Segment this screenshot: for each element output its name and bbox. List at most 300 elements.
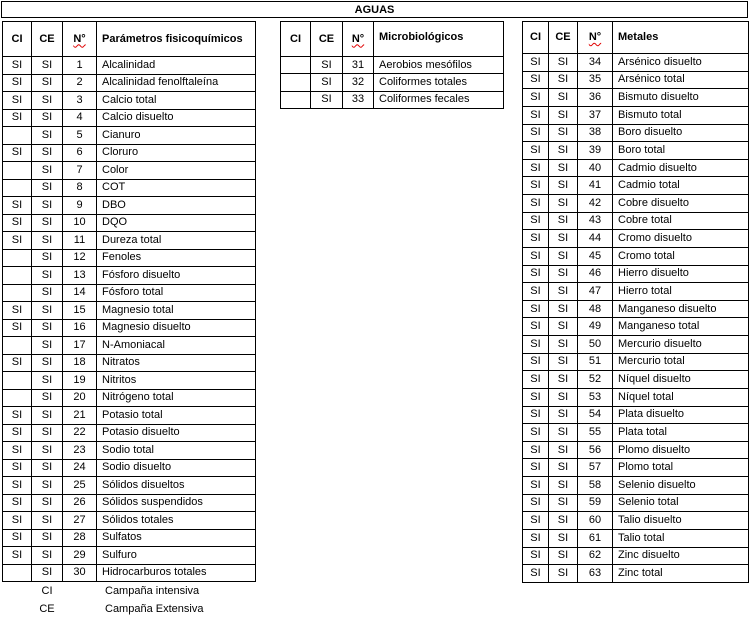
cell-numero: 40 [578,159,613,177]
cell-ci: SI [523,459,549,477]
cell-ce: SI [549,547,578,565]
cell-numero: 37 [578,106,613,124]
legend-meaning-ci: Campaña intensiva [105,585,200,597]
table-row [3,389,256,407]
table-row [523,283,749,301]
cell-ci: SI [3,442,32,460]
cell-ci: SI [3,529,32,547]
table-row [3,337,256,355]
cell-numero: 22 [63,424,97,442]
cell-parameter-name: Manganeso disuelto [613,300,749,318]
cell-parameter-name: Plomo total [613,459,749,477]
cell-ce: SI [549,529,578,547]
cell-numero: 59 [578,494,613,512]
cell-ci: SI [523,512,549,530]
cell-parameter-name: Hierro total [613,283,749,301]
cell-ce: SI [32,302,63,320]
cell-parameter-name: Calcio total [97,92,256,110]
cell-ci: SI [523,494,549,512]
cell-ci: SI [523,159,549,177]
table-row [3,302,256,320]
cell-numero: 50 [578,336,613,354]
cell-numero: 18 [63,354,97,372]
numero-label-spellcheck: N° [351,32,365,45]
cell-parameter-name: Sólidos suspendidos [97,494,256,512]
cell-ce: SI [549,318,578,336]
cell-numero: 39 [578,142,613,160]
cell-parameter-name: Sulfatos [97,529,256,547]
cell-ci: SI [523,371,549,389]
header-row [281,22,504,57]
cell-parameter-name: Sólidos disueltos [97,477,256,495]
cell-ce: SI [32,564,63,582]
cell-numero: 63 [578,565,613,583]
cell-ci: SI [523,212,549,230]
cell-ce: SI [32,512,63,530]
cell-ce: SI [549,89,578,107]
cell-ci: SI [523,54,549,72]
cell-numero: 44 [578,230,613,248]
cell-ci: SI [523,89,549,107]
cell-parameter-name: Color [97,162,256,180]
cell-ce: SI [549,247,578,265]
col-header-ce: CE [32,22,63,57]
cell-ci: SI [523,71,549,89]
table-body [523,54,749,583]
table-row [281,57,504,74]
col-header-parametros-fisicoquimicos: Parámetros fisicoquímicos [97,22,256,57]
table-row [523,318,749,336]
cell-parameter-name: Cromo disuelto [613,230,749,248]
cell-numero: 6 [63,144,97,162]
cell-ce: SI [549,477,578,495]
table-row [3,249,256,267]
table-row [523,424,749,442]
cell-numero: 23 [63,442,97,460]
cell-numero: 42 [578,195,613,213]
table-row [3,284,256,302]
cell-parameter-name: Plata total [613,424,749,442]
cell-ce: SI [32,57,63,75]
cell-parameter-name: Coliformes totales [374,74,504,91]
cell-parameter-name: Magnesio disuelto [97,319,256,337]
table-metales [522,21,749,583]
cell-ci: SI [523,441,549,459]
cell-ci: SI [523,547,549,565]
table-row [523,371,749,389]
table-row [3,57,256,75]
cell-ci [3,564,32,582]
cell-parameter-name: Magnesio total [97,302,256,320]
table-row [523,494,749,512]
table-row [523,177,749,195]
cell-numero: 7 [63,162,97,180]
table-row [523,547,749,565]
cell-ce: SI [32,494,63,512]
cell-parameter-name: Níquel total [613,388,749,406]
cell-ci [3,162,32,180]
cell-ce: SI [32,477,63,495]
cell-parameter-name: Plata disuelto [613,406,749,424]
cell-ce: SI [549,212,578,230]
table-header [281,22,504,57]
cell-ci: SI [523,336,549,354]
cell-ci: SI [3,214,32,232]
cell-parameter-name: Potasio disuelto [97,424,256,442]
table-row [523,212,749,230]
cell-parameter-name: Cadmio total [613,177,749,195]
legend-abbr-ce: CE [39,603,55,615]
table-row [3,354,256,372]
cell-ci: SI [3,109,32,127]
table-row [523,247,749,265]
cell-ce: SI [32,267,63,285]
cell-ce: SI [32,529,63,547]
cell-numero: 36 [578,89,613,107]
cell-ci [281,91,311,108]
cell-ce: SI [549,441,578,459]
cell-ce: SI [549,494,578,512]
cell-ce: SI [549,388,578,406]
cell-ci [3,179,32,197]
table-row [281,74,504,91]
table-header [523,22,749,54]
table-row [3,372,256,390]
cell-parameter-name: Sólidos totales [97,512,256,530]
table-row [523,353,749,371]
table-body [281,57,504,109]
cell-numero: 58 [578,477,613,495]
table-row [523,565,749,583]
table-row [3,477,256,495]
cell-parameter-name: Alcalinidad fenolftaleína [97,74,256,92]
cell-parameter-name: Hierro disuelto [613,265,749,283]
table-row [523,336,749,354]
cell-parameter-name: Nitritos [97,372,256,390]
cell-ci: SI [523,230,549,248]
table-row [3,144,256,162]
cell-numero: 38 [578,124,613,142]
cell-parameter-name: Calcio disuelto [97,109,256,127]
cell-parameter-name: Talio total [613,529,749,547]
cell-parameter-name: Mercurio total [613,353,749,371]
table-row [523,159,749,177]
cell-ci [3,284,32,302]
cell-parameter-name: Bismuto disuelto [613,89,749,107]
cell-ce: SI [549,159,578,177]
cell-ce: SI [32,389,63,407]
cell-ce: SI [32,372,63,390]
table-row [3,232,256,250]
cell-ci [3,249,32,267]
cell-ce: SI [311,74,343,91]
cell-ce: SI [32,459,63,477]
cell-ce: SI [549,406,578,424]
cell-ce: SI [549,371,578,389]
numero-label-spellcheck: N° [73,32,86,45]
cell-numero: 3 [63,92,97,110]
table-row [523,459,749,477]
cell-ci: SI [523,247,549,265]
cell-parameter-name: Nitrógeno total [97,389,256,407]
table-row [523,512,749,530]
legend-row-ci [0,585,300,603]
table-row [523,195,749,213]
cell-numero: 33 [343,91,374,108]
cell-ci [281,74,311,91]
cell-numero: 20 [63,389,97,407]
cell-ce: SI [549,265,578,283]
cell-parameter-name: Cobre disuelto [613,195,749,213]
cell-numero: 46 [578,265,613,283]
cell-ce: SI [311,91,343,108]
cell-parameter-name: Fenoles [97,249,256,267]
cell-ci [3,337,32,355]
cell-numero: 30 [63,564,97,582]
cell-parameter-name: Sulfuro [97,547,256,565]
cell-ci: SI [523,124,549,142]
table-row [281,91,504,108]
cell-ce: SI [32,547,63,565]
cell-parameter-name: Cromo total [613,247,749,265]
cell-ci: SI [3,74,32,92]
cell-numero: 53 [578,388,613,406]
cell-ce: SI [32,109,63,127]
cell-numero: 15 [63,302,97,320]
table-row [3,529,256,547]
table-row [3,512,256,530]
cell-ci: SI [3,477,32,495]
cell-numero: 27 [63,512,97,530]
cell-ce: SI [549,142,578,160]
cell-ci: SI [523,424,549,442]
cell-ci: SI [3,232,32,250]
cell-ci: SI [523,106,549,124]
cell-ci: SI [523,195,549,213]
cell-numero: 48 [578,300,613,318]
table-row [523,477,749,495]
table-row [523,265,749,283]
cell-parameter-name: Potasio total [97,407,256,425]
table-row [3,127,256,145]
cell-numero: 25 [63,477,97,495]
col-header-ci: CI [3,22,32,57]
cell-numero: 1 [63,57,97,75]
cell-ci [3,389,32,407]
cell-numero: 8 [63,179,97,197]
table-row [3,267,256,285]
cell-ce: SI [32,162,63,180]
cell-ce: SI [32,179,63,197]
cell-numero: 51 [578,353,613,371]
cell-parameter-name: Cloruro [97,144,256,162]
cell-ce: SI [549,124,578,142]
cell-numero: 54 [578,406,613,424]
cell-ci: SI [3,407,32,425]
cell-ci: SI [3,547,32,565]
cell-parameter-name: Dureza total [97,232,256,250]
cell-numero: 16 [63,319,97,337]
cell-ci: SI [3,92,32,110]
cell-numero: 17 [63,337,97,355]
cell-ce: SI [549,424,578,442]
header-row [3,22,256,57]
cell-ce: SI [32,249,63,267]
col-header-ci: CI [523,22,549,54]
cell-ci: SI [523,300,549,318]
cell-ci: SI [523,265,549,283]
col-header-ce: CE [311,22,343,57]
cell-parameter-name: DBO [97,197,256,215]
table-row [523,300,749,318]
cell-parameter-name: Coliformes fecales [374,91,504,108]
table-row [523,142,749,160]
table-header [3,22,256,57]
cell-parameter-name: N-Amoniacal [97,337,256,355]
table-row [3,564,256,582]
col-header-numero [343,22,374,57]
cell-ci [3,372,32,390]
cell-ce: SI [32,197,63,215]
cell-ce: SI [32,74,63,92]
cell-parameter-name: Selenio total [613,494,749,512]
cell-numero: 2 [63,74,97,92]
cell-ce: SI [549,336,578,354]
cell-ce: SI [32,407,63,425]
cell-numero: 61 [578,529,613,547]
cell-parameter-name: Talio disuelto [613,512,749,530]
table-row [523,124,749,142]
cell-numero: 34 [578,54,613,72]
table-row [523,388,749,406]
cell-ce: SI [32,92,63,110]
cell-numero: 12 [63,249,97,267]
cell-parameter-name: Selenio disuelto [613,477,749,495]
cell-numero: 45 [578,247,613,265]
cell-parameter-name: Fósforo disuelto [97,267,256,285]
cell-ce: SI [549,54,578,72]
cell-parameter-name: DQO [97,214,256,232]
cell-parameter-name: COT [97,179,256,197]
cell-parameter-name: Alcalinidad [97,57,256,75]
cell-ce: SI [32,284,63,302]
cell-ci: SI [523,565,549,583]
cell-parameter-name: Plomo disuelto [613,441,749,459]
cell-parameter-name: Cianuro [97,127,256,145]
table-row [3,92,256,110]
table-row [3,109,256,127]
cell-parameter-name: Nitratos [97,354,256,372]
cell-numero: 62 [578,547,613,565]
cell-ce: SI [32,214,63,232]
table-row [523,441,749,459]
cell-ce: SI [549,353,578,371]
cell-parameter-name: Sodio total [97,442,256,460]
table-row [523,71,749,89]
cell-ci: SI [3,494,32,512]
table-row [3,494,256,512]
cell-ce: SI [32,424,63,442]
cell-ci: SI [523,177,549,195]
cell-ci: SI [3,512,32,530]
table-row [523,106,749,124]
legend-abbr-ci: CI [41,585,53,597]
cell-ci: SI [523,318,549,336]
col-header-ce: CE [549,22,578,54]
cell-ci: SI [523,477,549,495]
cell-numero: 29 [63,547,97,565]
cell-ce: SI [311,57,343,74]
table-row [3,407,256,425]
table-row [523,89,749,107]
cell-parameter-name: Hidrocarburos totales [97,564,256,582]
col-header-metales: Metales [613,22,749,54]
cell-ce: SI [32,127,63,145]
table-row [3,179,256,197]
table-row [3,214,256,232]
col-header-microbiologicos: Microbiológicos [374,22,504,57]
cell-numero: 19 [63,372,97,390]
table-row [3,197,256,215]
cell-numero: 5 [63,127,97,145]
cell-ci: SI [3,424,32,442]
cell-parameter-name: Cobre total [613,212,749,230]
cell-ci: SI [3,354,32,372]
cell-ce: SI [549,459,578,477]
cell-numero: 4 [63,109,97,127]
cell-ce: SI [549,230,578,248]
table-fisicoquimicos [2,21,256,582]
cell-ce: SI [32,337,63,355]
table-row [3,319,256,337]
cell-ci: SI [523,388,549,406]
cell-numero: 52 [578,371,613,389]
cell-ci [3,267,32,285]
cell-ci: SI [3,57,32,75]
cell-numero: 60 [578,512,613,530]
cell-parameter-name: Arsénico disuelto [613,54,749,72]
cell-numero: 43 [578,212,613,230]
cell-numero: 41 [578,177,613,195]
cell-numero: 10 [63,214,97,232]
cell-ci: SI [523,529,549,547]
cell-ce: SI [32,442,63,460]
col-header-ci: CI [281,22,311,57]
cell-numero: 11 [63,232,97,250]
cell-parameter-name: Cadmio disuelto [613,159,749,177]
col-header-numero [578,22,613,54]
cell-ce: SI [549,177,578,195]
cell-parameter-name: Aerobios mesófilos [374,57,504,74]
cell-numero: 56 [578,441,613,459]
cell-ce: SI [549,512,578,530]
cell-numero: 49 [578,318,613,336]
cell-parameter-name: Zinc total [613,565,749,583]
cell-ce: SI [549,300,578,318]
cell-parameter-name: Fósforo total [97,284,256,302]
cell-ci: SI [523,142,549,160]
cell-ce: SI [32,144,63,162]
cell-ci: SI [3,197,32,215]
cell-ce: SI [549,106,578,124]
legend-row-ce [0,603,300,621]
table-row [523,54,749,72]
table-body [3,57,256,582]
table-row [3,74,256,92]
cell-numero: 57 [578,459,613,477]
cell-numero: 26 [63,494,97,512]
cell-parameter-name: Boro disuelto [613,124,749,142]
